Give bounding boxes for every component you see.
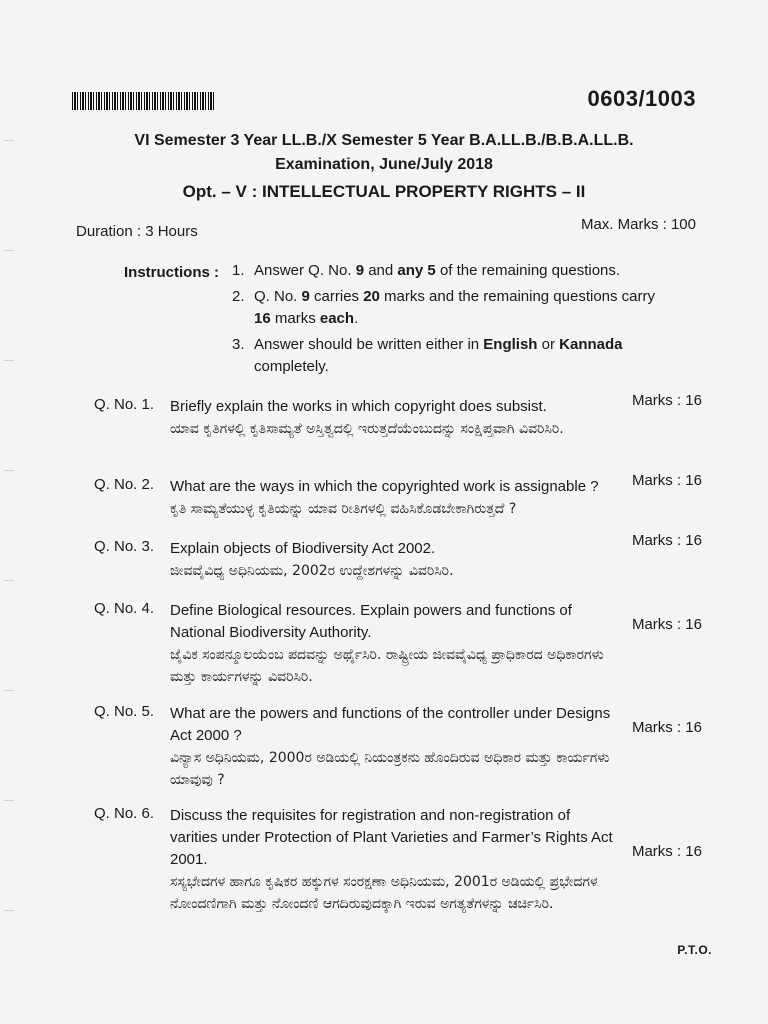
question-text-kn: ವಿನ್ಯಾಸ ಅಧಿನಿಯಮ, 2000ರ ಅಡಿಯಲ್ಲಿ ನಿಯಂತ್ರಕನು ಹೊಂದಿರುವ ಅಧಿಕಾರ ಮತ್ತು ಕಾರ್ಯಗಳು ಯಾವುವು ? <box>170 750 610 788</box>
question-marks: Marks : 16 <box>631 843 702 860</box>
exam-title-line1: VI Semester 3 Year LL.B./X Semester 5 Year B.A.LL.B./B.B.A.LL.B. <box>134 132 634 149</box>
question-text-kn: ಸಸ್ಯಭೇದಗಳ ಹಾಗೂ ಕೃಷಿಕರ ಹಕ್ಕುಗಳ ಸಂರಕ್ಷಣಾ ಅಧಿನಿಯಮ, 2001ರ ಅಡಿಯಲ್ಲಿ ಪ್ರಭೇದಗಳ ನೋಂದಣಿಗಾಗಿ ಮತ್ತು ನೋಂದಣಿ ಆಗದಿರುವುದಕ್ಕಾಗಿ ಇರುವ ಅಗತ್ಯತೆಗಳನ್ನು ಚರ್ಚಿಸಿರಿ. <box>170 874 598 912</box>
question-marks: Marks : 16 <box>631 532 702 549</box>
question-text-en: Discuss the requisites for registration and non-registration of varities under Protection of Plant Varieties and Farmer’s Rights Act 2001. <box>170 807 613 868</box>
exam-title-line2: Examination, June/July 2018 <box>275 156 493 173</box>
instruction-item: 3. Answer should be written either in English or Kannada completely. <box>232 336 623 375</box>
paper-code: 0603/1003 <box>587 86 696 111</box>
scan-edge <box>0 0 20 1024</box>
question-number: Q. No. 2. <box>94 476 155 493</box>
question-marks: Marks : 16 <box>631 719 702 736</box>
question-text-en: Explain objects of Biodiversity Act 2002. <box>170 540 436 557</box>
question-text-en: Briefly explain the works in which copyright does subsist. <box>170 398 547 415</box>
question-number: Q. No. 5. <box>94 703 155 720</box>
question-marks: Marks : 16 <box>631 616 702 633</box>
question-marks: Marks : 16 <box>631 472 702 489</box>
instructions-label: Instructions : <box>124 264 220 281</box>
question-text-kn: ಯಾವ ಕೃತಿಗಳಲ್ಲಿ ಕೃತಿಸಾಮ್ಯತೆ ಅಸ್ತಿತ್ವದಲ್ಲಿ ಇರುತ್ತದೆಯೆಂಬುದನ್ನು ಸಂಕ್ಷಿಪ್ತವಾಗಿ ವಿವರಿಸಿರಿ. <box>170 421 564 437</box>
instruction-item: 1. Answer Q. No. 9 and any 5 of the remaining questions. <box>232 262 621 279</box>
question-text-en: Define Biological resources. Explain powers and functions of National Biodiversity Authority. <box>170 602 572 641</box>
question-number: Q. No. 3. <box>94 538 155 555</box>
subject-title: Opt. – V : INTELLECTUAL PROPERTY RIGHTS – II <box>182 182 586 201</box>
question-marks: Marks : 16 <box>631 392 702 409</box>
question-text-en: What are the ways in which the copyrighted work is assignable ? <box>170 478 599 495</box>
barcode-image <box>72 92 214 110</box>
question-number: Q. No. 1. <box>94 396 155 413</box>
instruction-item: 2. Q. No. 9 carries 20 marks and the remaining questions carry 16 marks each. <box>232 288 656 327</box>
question-number: Q. No. 6. <box>94 805 155 822</box>
question-text-kn: ಜೈವಿಕ ಸಂಪನ್ಮೂಲಯೆಂಬ ಪದವನ್ನು ಅರ್ಥೈಸಿರಿ. ರಾಷ್ಟ್ರೀಯ ಜೀವವೈವಿಧ್ಯ ಪ್ರಾಧಿಕಾರದ ಅಧಿಕಾರಗಳು ಮತ್ತು ಕಾರ್ಯಗಳನ್ನು ವಿವರಿಸಿರಿ. <box>170 647 604 685</box>
question-text-kn: ಕೃತಿ ಸಾಮ್ಯತೆಯುಳ್ಳ ಕೃತಿಯನ್ನು ಯಾವ ರೀತಿಗಳಲ್ಲಿ ವಹಿಸಿಕೊಡಬೇಕಾಗಿರುತ್ತದೆ ? <box>170 501 517 517</box>
max-marks-label: Max. Marks : 100 <box>580 216 696 233</box>
question-text-en: What are the powers and functions of the controller under Designs Act 2000 ? <box>170 705 611 744</box>
question-number: Q. No. 4. <box>94 600 155 617</box>
question-text-kn: ಜೀವವೈವಿಧ್ಯ ಅಧಿನಿಯಮ, 2002ರ ಉದ್ದೇಶಗಳನ್ನು ವಿವರಿಸಿರಿ. <box>170 563 454 579</box>
duration-label: Duration : 3 Hours <box>76 223 198 240</box>
pto-label: P.T.O. <box>677 943 712 957</box>
